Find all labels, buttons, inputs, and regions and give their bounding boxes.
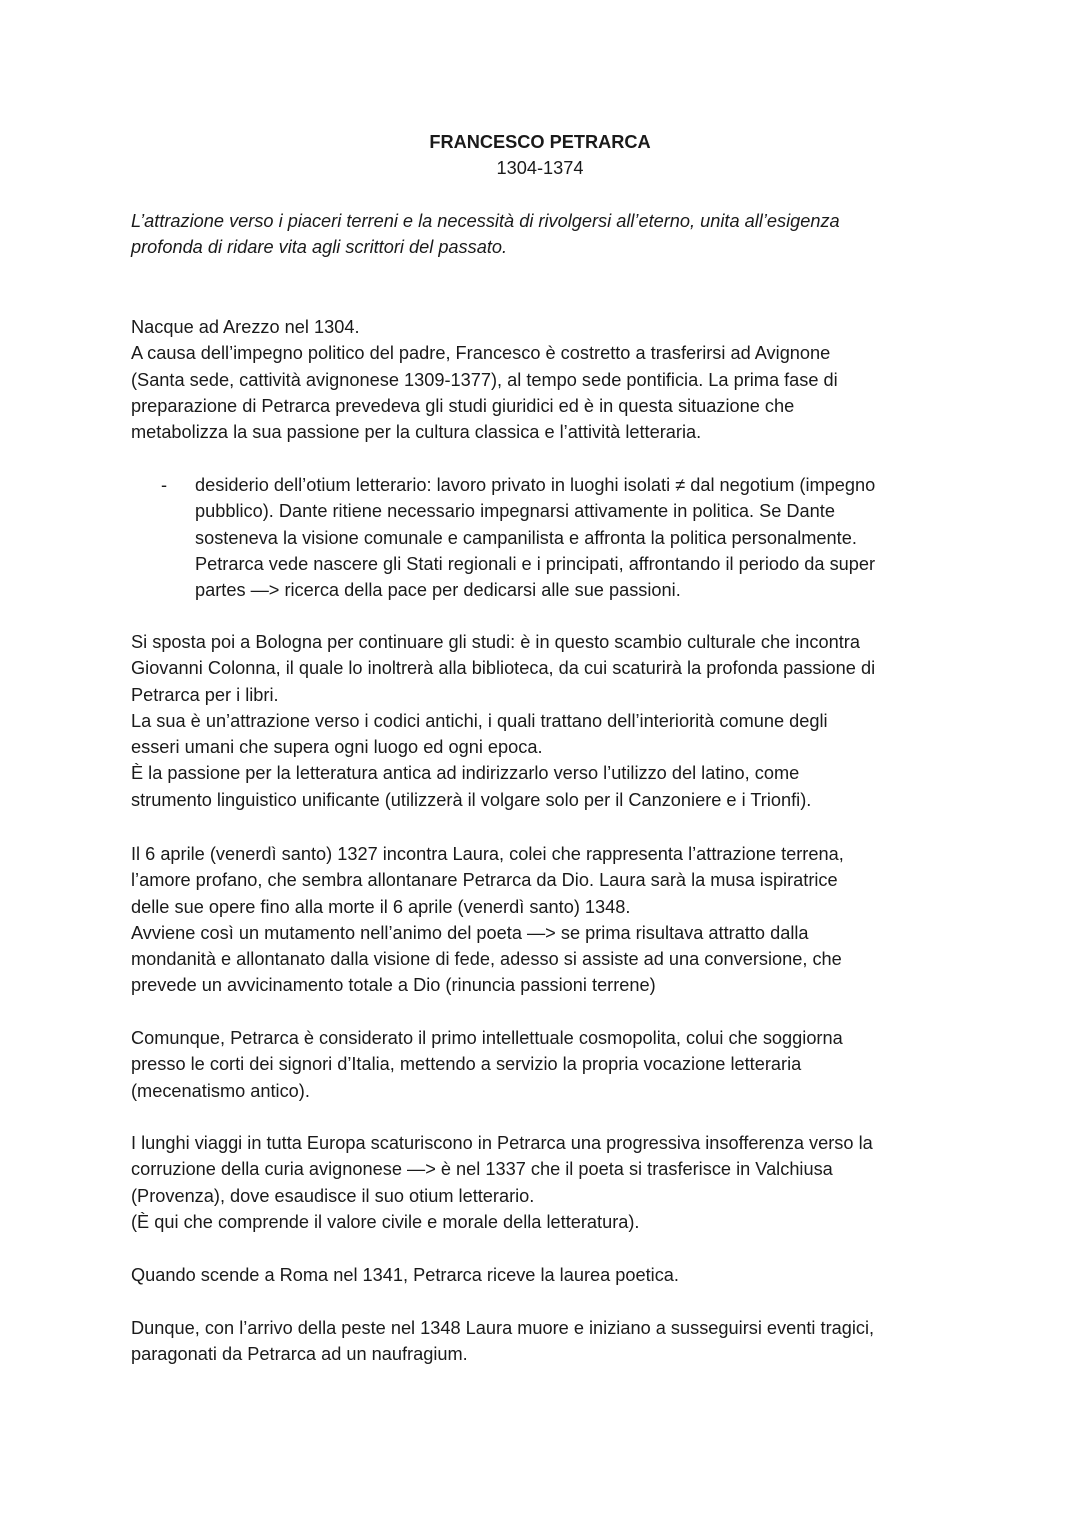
text-line: A causa dell’impegno politico del padre, Francesco è costretto a trasferirsi ad Avignone [131,343,831,364]
text-line: esseri umani che supera ogni luogo ed ogni epoca. [131,737,543,758]
paragraph-laura [131,841,844,999]
text-line: mondanità e allontanato dalla visione di fede, adesso si assiste ad una conversione, che [131,949,842,970]
paragraph-roma [131,1262,679,1288]
text-line: partes —> ricerca della pace per dedicarsi alle sue passioni. [195,580,681,601]
text-line: La sua è un’attrazione verso i codici antichi, i quali trattano dell’interiorità comune degli [131,710,828,731]
text-line: delle sue opere fino alla morte il 6 aprile (venerdì santo) 1348. [131,896,631,917]
text-line: sosteneva la visione comunale e campanilista e affronta la politica personalmente. [195,527,857,548]
text-line: l’amore profano, che sembra allontanare Petrarca da Dio. Laura sarà la musa ispiratrice [131,870,838,891]
text-line: metabolizza la sua passione per la cultura classica e l’attività letteraria. [131,422,702,443]
document-dates: 1304-1374 [496,158,584,178]
text-line: (mecenatismo antico). [131,1080,310,1101]
paragraph-peste [131,1315,874,1368]
text-line: pubblico). Dante ritiene necessario impegnarsi attivamente in politica. Se Dante [195,501,835,522]
text-line: L’attrazione verso i piaceri terreni e la necessità di rivolgersi all’eterno, unita all’esigenza [131,211,840,231]
text-line: preparazione di Petrarca prevedeva gli studi giuridici ed è in questa situazione che [131,395,795,416]
text-line: Il 6 aprile (venerdì santo) 1327 incontra Laura, colei che rappresenta l’attrazione terrena, [131,844,844,864]
text-line: prevede un avvicinamento totale a Dio (rinuncia passioni terrene) [131,975,656,996]
bullet-marker: - [161,475,168,495]
text-line: corruzione della curia avignonese —> è nel 1337 che il poeta si trasferisce in Valchiusa [131,1159,833,1180]
text-line: Comunque, Petrarca è considerato il primo intellettuale cosmopolita, colui che soggiorna [131,1028,843,1048]
text-line: Petrarca per i libri. [131,684,279,705]
paragraph-bologna [131,629,875,813]
text-line: Dunque, con l’arrivo della peste nel 1348 Laura muore e iniziano a susseguirsi eventi tragici, [131,1318,875,1338]
text-line: Avviene così un mutamento nell’animo del poeta —> se prima risultava attratto dalla [131,922,809,943]
text-line: strumento linguistico unificante (utilizzerà il volgare solo per il Canzoniere e i Trionfi). [131,789,812,810]
text-line: Quando scende a Roma nel 1341, Petrarca riceve la laurea poetica. [131,1265,679,1285]
document-title: FRANCESCO PETRARCA [429,132,651,152]
text-line: profonda di ridare vita agli scrittori del passato. [131,237,508,258]
paragraph-viaggi [131,1130,873,1235]
text-line: presso le corti dei signori d’Italia, mettendo a servizio la propria vocazione letteraria [131,1054,802,1075]
text-line: Giovanni Colonna, il quale lo inoltrerà alla biblioteca, da cui scaturirà la profonda passione di [131,658,876,679]
text-line: (È qui che comprende il valore civile e morale della letteratura). [131,1211,640,1232]
text-line: I lunghi viaggi in tutta Europa scaturiscono in Petrarca una progressiva insofferenza verso la [131,1133,873,1153]
text-line: desiderio dell’otium letterario: lavoro privato in luoghi isolati ≠ dal negotium (impegno [195,475,876,495]
paragraph-birth [131,314,838,445]
text-line: paragonati da Petrarca ad un naufragium. [131,1344,468,1365]
text-line: Si sposta poi a Bologna per continuare gli studi: è in questo scambio culturale che incontra [131,632,860,652]
text-line: Petrarca vede nascere gli Stati regionali e i principati, affrontando il periodo da super [195,553,876,574]
text-line: È la passione per la letteratura antica ad indirizzarlo verso l’utilizzo del latino, come [131,763,800,784]
bullet-item-otium [131,472,875,603]
text-line: Nacque ad Arezzo nel 1304. [131,317,360,337]
epigraph [131,208,840,261]
text-line: (Santa sede, cattività avignonese 1309-1377), al tempo sede pontificia. La prima fase di [131,369,838,390]
paragraph-cosmopolita [131,1025,843,1104]
text-line: (Provenza), dove esaudisce il suo otium letterario. [131,1185,535,1206]
